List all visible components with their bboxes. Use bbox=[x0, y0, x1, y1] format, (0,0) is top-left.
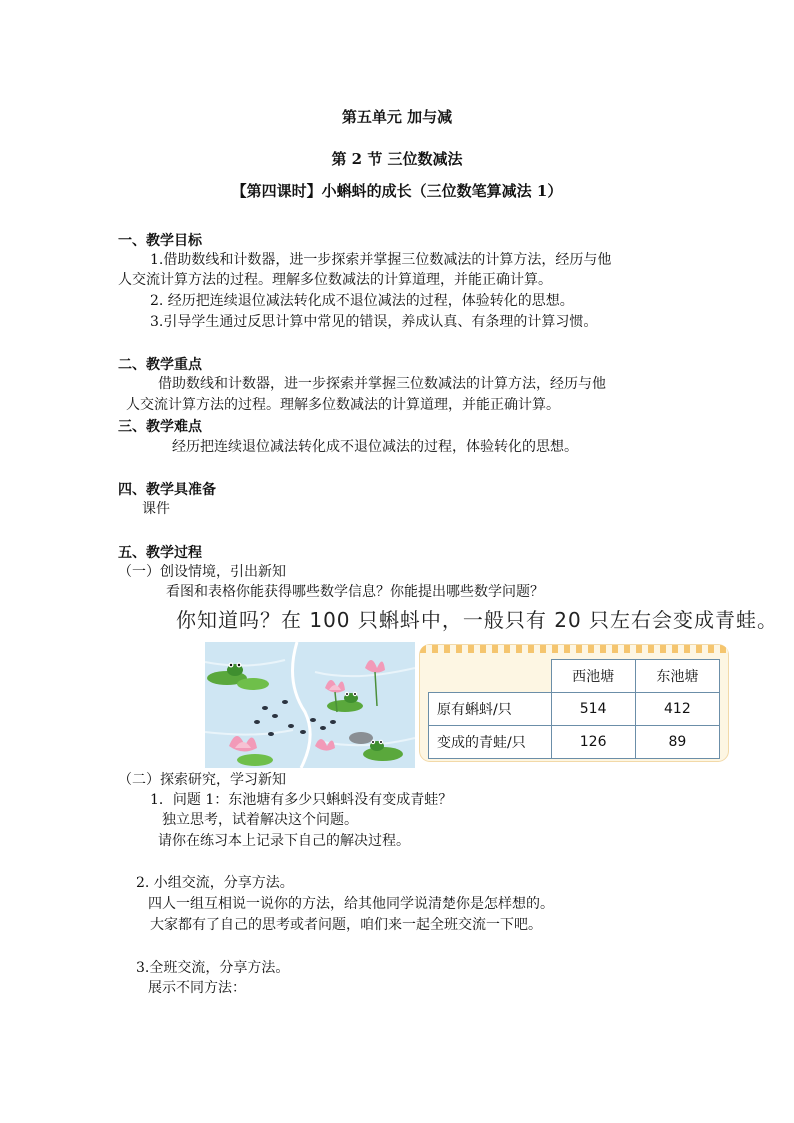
rock bbox=[349, 732, 373, 744]
pond-illustration bbox=[205, 642, 415, 768]
objectives-heading: 一、教学目标 bbox=[118, 233, 202, 249]
part2-title: （二）探索研究，学习新知 bbox=[118, 772, 286, 788]
unit-title: 第五单元 加与减 bbox=[341, 108, 453, 126]
table-cell: 514 bbox=[551, 693, 635, 726]
objective-3: 3.引导学生通过反思计算中常见的错误，养成认真、有条理的计算习惯。 bbox=[150, 314, 598, 330]
lily-pad bbox=[237, 754, 273, 766]
part1-title: （一）创设情境，引出新知 bbox=[118, 564, 286, 580]
table-cell: 126 bbox=[551, 726, 635, 759]
difficulties-heading: 三、教学难点 bbox=[118, 419, 202, 435]
tadpole-data-card bbox=[420, 645, 728, 761]
table-row bbox=[429, 726, 720, 759]
key-points-heading: 二、教学重点 bbox=[118, 357, 202, 373]
question-1-line3: 请你在练习本上记录下自己的解决过程。 bbox=[158, 833, 410, 849]
tadpole-fact: 你知道吗？在 100 只蝌蚪中，一般只有 20 只左右会变成青蛙。 bbox=[176, 608, 779, 632]
question-2-line3: 大家都有了自己的思考或者问题，咱们来一起全班交流一下吧。 bbox=[150, 917, 542, 933]
table-header-west: 西池塘 bbox=[551, 660, 635, 693]
question-1: 1．问题 1：东池塘有多少只蝌蚪没有变成青蛙？ bbox=[150, 792, 453, 808]
table-header-row bbox=[429, 660, 720, 693]
question-2-line2: 四人一组互相说一说你的方法，给其他同学说清楚你是怎样想的。 bbox=[148, 896, 554, 912]
materials-line1: 课件 bbox=[142, 501, 170, 517]
objective-2: 2. 经历把连续退位减法转化成不退位减法的过程，体验转化的思想。 bbox=[150, 293, 574, 309]
table-cell: 89 bbox=[635, 726, 719, 759]
table-row-label: 变成的青蛙/只 bbox=[429, 726, 552, 759]
table-corner bbox=[429, 660, 552, 693]
lily-pad bbox=[363, 747, 403, 761]
table-row bbox=[429, 693, 720, 726]
frog-icon bbox=[344, 692, 358, 703]
frog-icon bbox=[370, 740, 384, 751]
table-cell: 412 bbox=[635, 693, 719, 726]
question-2: 2. 小组交流，分享方法。 bbox=[136, 875, 294, 891]
table-row-label: 原有蝌蚪/只 bbox=[429, 693, 552, 726]
objective-1-line2: 人交流计算方法的过程。理解多位数减法的计算道理，并能正确计算。 bbox=[118, 272, 552, 288]
frog-icon bbox=[227, 663, 243, 677]
question-3-line2: 展示不同方法： bbox=[148, 980, 246, 996]
lily-pad bbox=[327, 700, 363, 712]
question-3: 3.全班交流，分享方法。 bbox=[136, 960, 290, 976]
tadpole-data-table bbox=[428, 659, 720, 759]
process-heading: 五、教学过程 bbox=[118, 545, 202, 561]
question-1-line2: 独立思考，试着解决这个问题。 bbox=[162, 812, 358, 828]
difficulties-line1: 经历把连续退位减法转化成不退位减法的过程，体验转化的思想。 bbox=[172, 439, 578, 455]
materials-heading: 四、教学具准备 bbox=[118, 482, 216, 498]
objective-1-line1: 1.借助数线和计数器，进一步探索并掌握三位数减法的计算方法，经历与他 bbox=[150, 252, 612, 268]
part1-line1: 看图和表格你能获得哪些数学信息？你能提出哪些数学问题？ bbox=[166, 584, 544, 600]
card-top-strip bbox=[420, 645, 728, 653]
lesson-title: 【第四课时】小蝌蚪的成长（三位数笔算减法 1） bbox=[231, 182, 563, 200]
section-title: 第 2 节 三位数减法 bbox=[331, 150, 463, 168]
key-points-line1: 借助数线和计数器，进一步探索并掌握三位数减法的计算方法，经历与他 bbox=[158, 376, 606, 392]
table-header-east: 东池塘 bbox=[635, 660, 719, 693]
key-points-line2: 人交流计算方法的过程。理解多位数减法的计算道理，并能正确计算。 bbox=[126, 397, 560, 413]
lily-pad bbox=[237, 678, 269, 690]
